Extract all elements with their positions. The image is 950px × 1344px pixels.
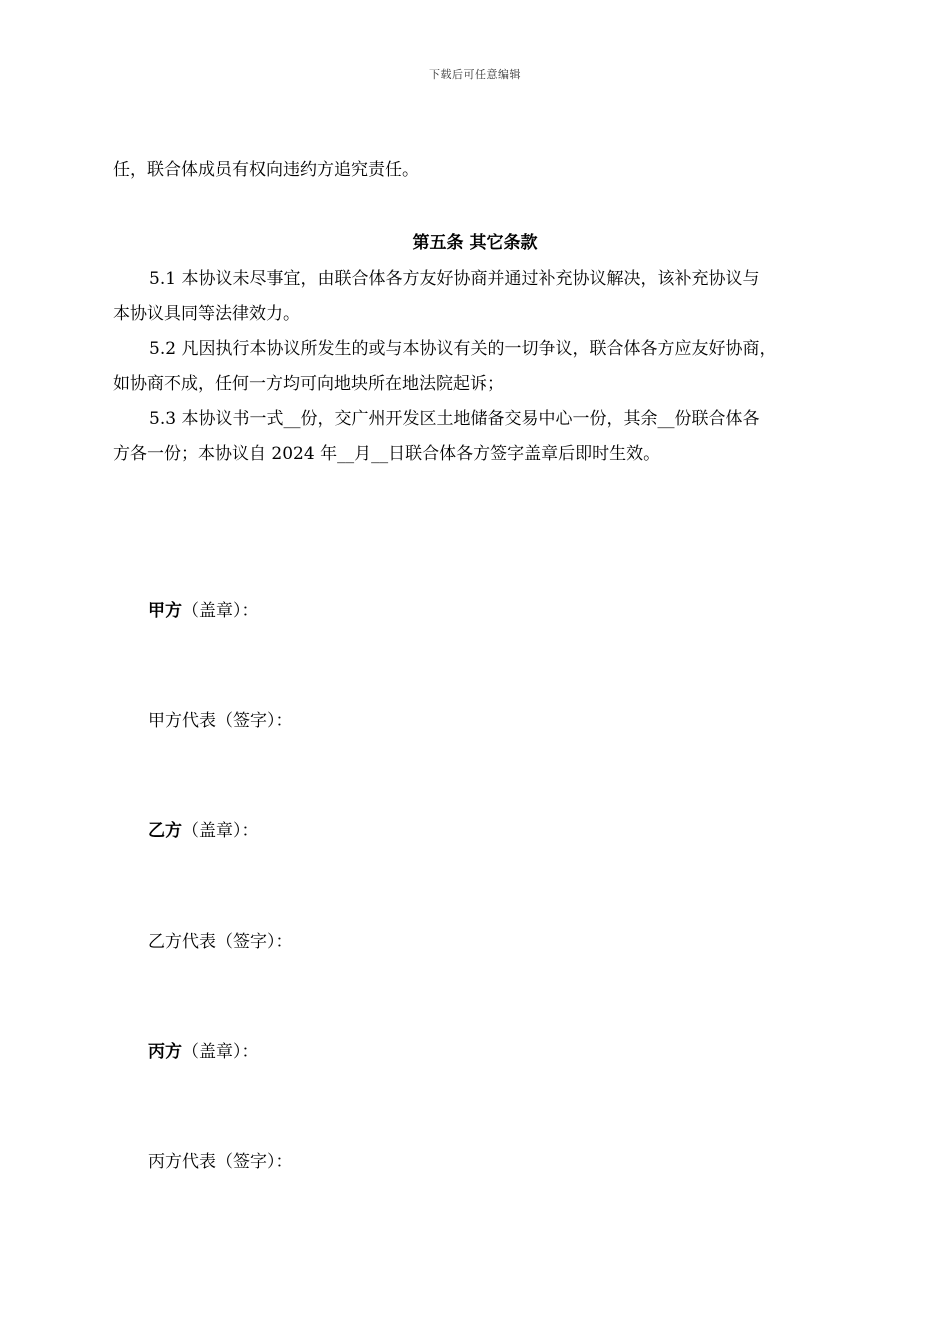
party-a-seal: （盖章）： xyxy=(182,601,259,621)
clause-5-3 xyxy=(113,402,843,472)
party-a-label: 甲方 xyxy=(148,601,182,621)
clause-line: 5.1 本协议未尽事宜，由联合体各方友好协商并通过补充协议解决，该补充协议与 xyxy=(149,269,760,289)
party-b-seal-line xyxy=(148,816,259,846)
clause-line: 5.3 本协议书一式__份，交广州开发区土地储备交易中心一份，其余__份联合体各 xyxy=(149,409,760,429)
continuation-text: 任，联合体成员有权向违约方追究责任。 xyxy=(113,160,419,180)
party-c-seal: （盖章）： xyxy=(182,1042,259,1062)
party-b-rep-line: 乙方代表（签字）： xyxy=(148,932,293,952)
clause-line: 方各一份；本协议自 2024 年__月__日联合体各方签字盖章后即时生效。 xyxy=(113,444,661,464)
party-c-rep-line: 丙方代表（签字）： xyxy=(148,1152,293,1172)
party-c-seal-line xyxy=(148,1037,259,1067)
party-a-seal-line xyxy=(148,596,259,626)
header-note: 下载后可任意编辑 xyxy=(429,68,521,81)
clause-line: 如协商不成，任何一方均可向地块所在地法院起诉； xyxy=(113,374,504,394)
clause-5-2 xyxy=(113,332,843,402)
clause-line: 5.2 凡因执行本协议所发生的或与本协议有关的一切争议，联合体各方应友好协商， xyxy=(149,339,777,359)
party-c-label: 丙方 xyxy=(148,1042,182,1062)
party-b-label: 乙方 xyxy=(148,821,182,841)
clause-line: 本协议具同等法律效力。 xyxy=(113,304,300,324)
clause-5-1 xyxy=(113,262,843,332)
section-title: 第五条 其它条款 xyxy=(412,233,538,253)
party-b-seal: （盖章）： xyxy=(182,821,259,841)
party-a-rep-line: 甲方代表（签字）： xyxy=(148,711,293,731)
clauses-list xyxy=(113,262,843,472)
